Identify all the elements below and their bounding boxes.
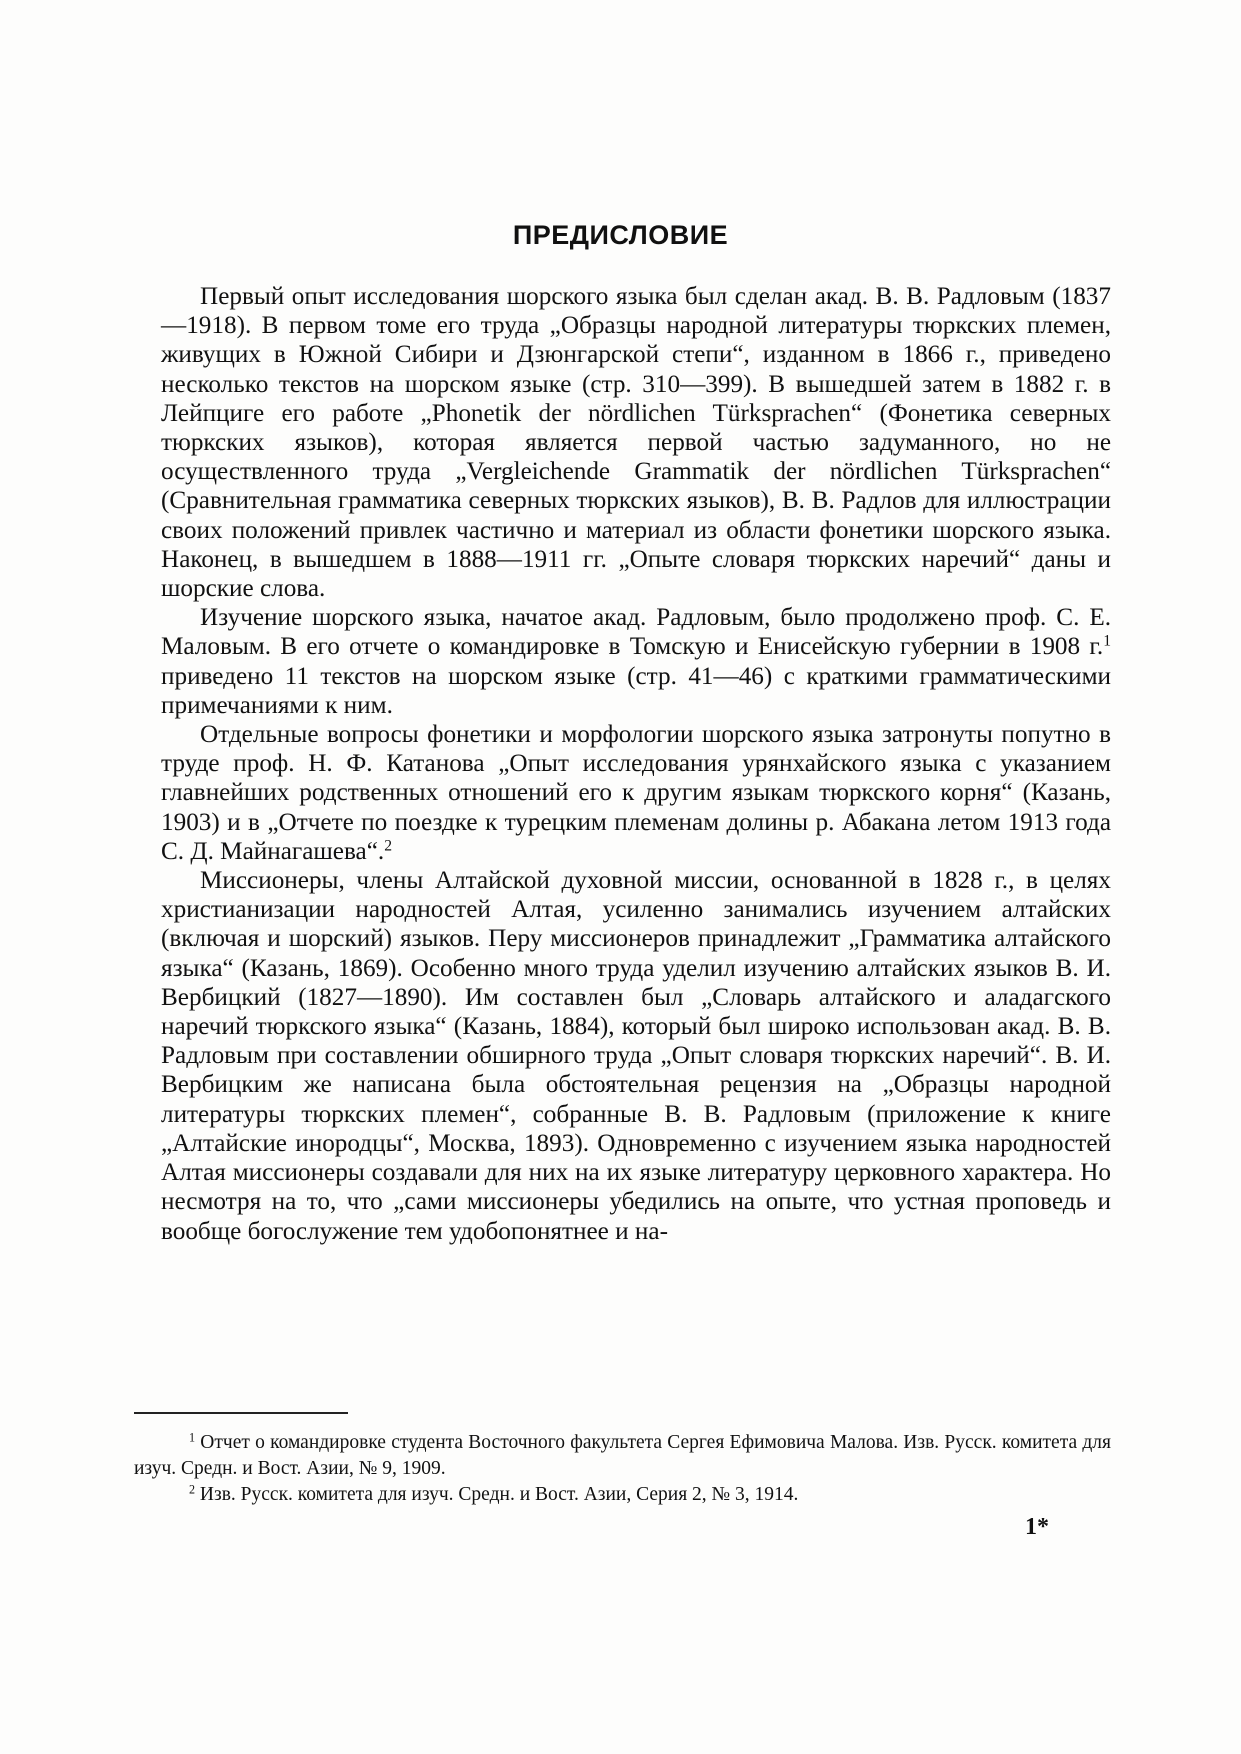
page-title: ПРЕДИСЛОВИЕ [512, 220, 729, 250]
paragraph-2 [161, 603, 1111, 720]
footnote-number-1: 1 [189, 1430, 196, 1445]
footnote-ref-1: 1 [1103, 632, 1111, 650]
footnote-2 [134, 1482, 1111, 1508]
footnote-text-2: Изв. Русск. комитета для изуч. Средн. и Вост. Азии, Серия 2, № 3, 1914. [195, 1484, 799, 1505]
paragraph-4 [161, 866, 1111, 1246]
main-text [161, 282, 1111, 1246]
paragraph-2-text-start: Изучение шорского языка, начатое акад. Радловым, было продолжено проф. С. Е. Маловым. В его отчете о командировке в Томскую и Енисейскую губернии в 1908 г. [161, 604, 1111, 661]
footnote-1 [134, 1430, 1111, 1482]
footnote-number-2: 2 [189, 1482, 196, 1497]
paragraph-2-text-end: приведено 11 текстов на шорском языке (стр. 41—46) с краткими грамматическими примечаниями к ним. [161, 662, 1111, 719]
footnote-divider [134, 1412, 348, 1414]
footnote-text-1: Отчет о командировке студента Восточного факультета Сергея Ефимовича Малова. Изв. Русск. комитета для изуч. Средн. и Вост. Азии, № 9, 1909. [134, 1432, 1111, 1479]
footnote-ref-2: 2 [384, 837, 392, 855]
paragraph-3-text: Отдельные вопросы фонетики и морфологии шорского языка затронуты попутно в труде проф. Н. Ф. Катанова „Опыт исследования урянхайского языка с указанием главнейших родственных отношений его к другим языкам тюркского корня“ (Казань, 1903) и в „Отчете по поездке к турецким племенам долины р. Абакана летом 1913 года С. Д. Майнагашева“. [161, 721, 1111, 865]
signature-mark: 1* [1025, 1514, 1049, 1540]
paragraph-1 [161, 282, 1111, 603]
paragraph-3 [161, 720, 1111, 866]
paragraph-4-text: Миссионеры, члены Алтайской духовной миссии, основанной в 1828 г., в целях христианизации народностей Алтая, усиленно занимались изучением алтайских (включая и шорский) языков. Перу миссионеров принадлежит „Грамматика алтайского языка“ (Казань, 1869). Особенно много труда уделил изучению алтайских языков В. И. Вербицкий (1827—1890). Им составлен был „Словарь алтайского и аладагского наречий тюркского языка“ (Казань, 1884), который был широко использован акад. В. В. Радловым при составлении обширного труда „Опыт словаря тюркских наречий“. В. И. Вербицким же написана была обстоятельная рецензия на „Образцы народной литературы тюркских племен“, собранные В. В. Радловым (приложение к книге „Алтайские инородцы“, Москва, 1893). Одновременно с изучением языка народностей Алтая миссионеры создавали для них на их языке литературу церковного характера. Но несмотря на то, что „сами миссионеры убедились на опыте, что устная проповедь и вообще богослужение тем удобопонятнее и на- [161, 867, 1111, 1245]
footnotes [134, 1430, 1111, 1508]
paragraph-1-text: Первый опыт исследования шорского языка был сделан акад. В. В. Радловым (1837—1918). В первом томе его труда „Образцы народной литературы тюркских племен, живущих в Южной Сибири и Дзюнгарской степи“, изданном в 1866 г., приведено несколько текстов на шорском языке (стр. 310—399). В вышедшей затем в 1882 г. в Лейпциге его работе „Phonetik der nördlichen Türksprachen“ (Фонетика северных тюркских языков), которая является первой частью задуманного, но не осуществленного труда „Vergleichende Grammatik der nördlichen Türksprachen“ (Сравнительная грамматика северных тюркских языков), В. В. Радлов для иллюстрации своих положений привлек частично и материал из области фонетики шорского языка. Наконец, в вышедшем в 1888—1911 гг. „Опыте словаря тюркских наречий“ даны и шорские слова. [161, 283, 1111, 603]
